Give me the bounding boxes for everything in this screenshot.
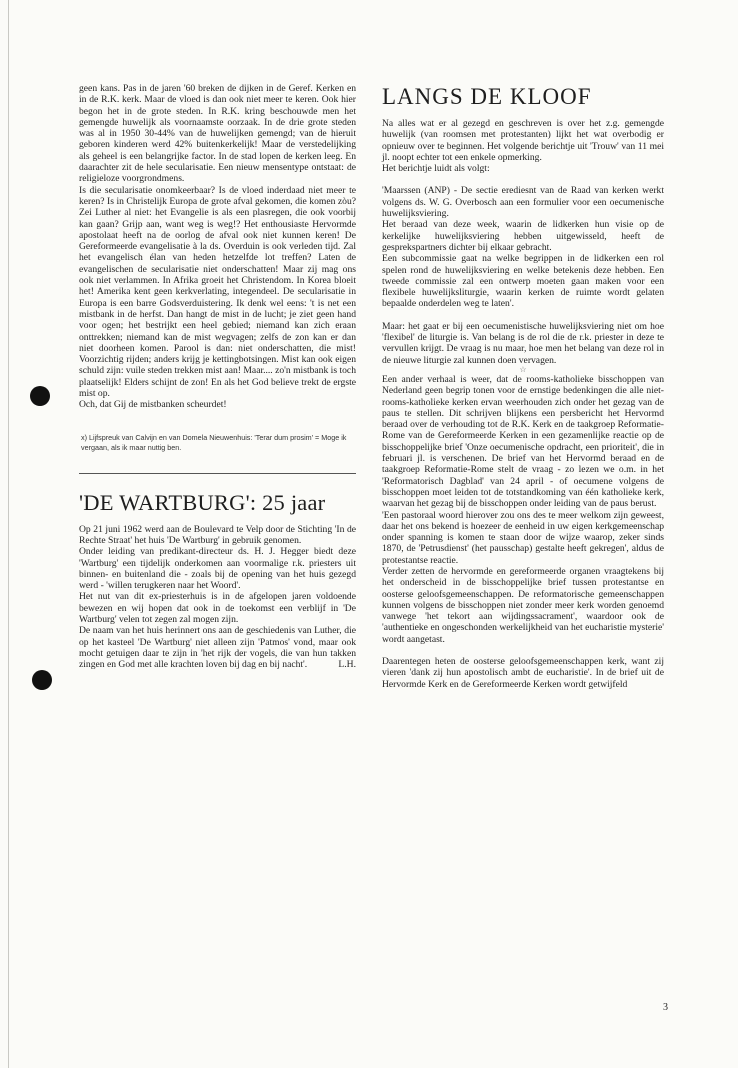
- kloof-quote-2: Het beraad van deze week, waarin de lidkerken hun visie op de kerkelijke huwelijksviering hebben uitgewisseld, heeft de gesprekspartners dichter bij elkaar gebracht.: [382, 219, 664, 253]
- section-divider: [79, 473, 356, 474]
- footnote: x) Lijfspreuk van Calvijn en van Domela Nieuwenhuis: 'Terar dum prosim' = Moge ik vergaan, als ik maar nuttig ben.: [81, 432, 347, 452]
- kloof-quote-1: 'Maarssen (ANP) - De sectie erediesnt van de Raad van kerken werkt volgens ds. W. G. Overbosch aan een formulier voor een oecumenische huwelijksviering.: [382, 185, 664, 220]
- right-column: [382, 84, 664, 690]
- wartburg-paragraph-3: Het nut van dit ex-priesterhuis is in de afgelopen jaren voldoende bewezen en wij hopen dat ook in de toekomst een verblijf in 'De Wartburg' velen tot zegen zal mogen zijn.: [79, 591, 356, 625]
- wartburg-paragraph-2: Onder leiding van predikant-directeur ds. H. J. Hegger biedt deze 'Wartburg' een tijdelijk onderkomen aan voormalige r.k. priesters uit binnen- en buitenland die - zoals bij de opening van het huis gezegd werd - 'willen terugkeren naar het Woord'.: [79, 546, 356, 592]
- page-number: 3: [663, 1002, 668, 1013]
- left-paragraph-1: geen kans. Pas in de jaren '60 breken de dijken in de Geref. Kerken en in de R.K. kerk. Maar de vloed is dan ook niet meer te keren. Ook hier begon het in de grote steden. In R.K. kring beschouwde men het gemengde huwelijk als voornaamste oorzaak. In de drie grote steden was al in 1950 30-44% van de huwelijken gemengd; van de hieruit geboren kinderen werd 42% buitenkerkelijk! Maar de verstedelijking als geheel is een belangrijke factor. In de stad lopen de kerken leeg. En daarachter zit de hele secularisatie. Een nieuw mensentype ontstaat: de religieloze voorgrondmens.: [79, 83, 356, 185]
- wartburg-title: 'DE WARTBURG': 25 jaar: [79, 489, 326, 515]
- kloof-intro-2: Het berichtje luidt als volgt:: [382, 163, 490, 175]
- wartburg-paragraph-4: De naam van het huis herinnert ons aan de geschiedenis van Luther, die op het kasteel 'De Wartburg' niet alleen zijn 'Patmos' vond, maar ook mocht getuigen daar te zijn in 'het rijk der vogels, die van hun takken zingen en God met alle krachten loven bij dag en bij nacht'.: [79, 625, 356, 671]
- left-column: [79, 83, 356, 671]
- kloof-body-3: Verder zetten de hervormde en gereformeerde organen vraagtekens bij het onderscheid in de bisschoppelijke brief tussen protestantse en oosterse geloofsgemeenschappen. De reformatorische gemeenschappen kunnen volgens de bisschoppen niet zonder meer kerk worden genoemd vanwege 'het tekort aan wijdingssacrament', waardoor ook de 'authentieke en ongeschonden werkelijkheid van het eucharistie mysterie' wordt aangetast.: [382, 565, 664, 645]
- kloof-comment: Maar: het gaat er bij een oecumenistische huwelijksviering niet om hoe 'flexibel' de liturgie is. Van belang is de rol die de r.k. priester in deze te vervullen krijgt. De vraag is nu maar, hoe men het belang van deze rol in de nieuwe liturgie zal kunnen doen vervagen.: [382, 320, 664, 366]
- left-paragraph-3: Och, dat Gij de mistbanken scheurdet!: [79, 399, 227, 411]
- kloof-body-1: Een ander verhaal is weer, dat de rooms-katholieke bisschoppen van Nederland geen begrip tonen voor de ernstige bedenkingen die alle niet-rooms-katholieke kerken ervan weerhouden zich onder het gezag van de paus te stellen. Dit schrijven blijkens een persbericht het Hervormd beraad over de verhouding tot de R.K. Kerk en de taakgroep Reformatie-Rome van de Gereformeerde Kerken in een gezamenlijke reactie op de bisschoppelijke brief 'Onze oecumenische opdracht, een prioriteit', die in februari jl. is verschenen. De brief van het Hervormd beraad en de taakgroep Reformatie-Rome stelt de vraag - zo lezen we o.m. in het 'Reformatorisch Dagblad' van 24 april - of oecumene volgens de bisschoppen moet leiden tot de totstandkoming van één katholieke kerk, waarvan het gezag bij de bisschoppen onder leiding van de paus berust.: [382, 373, 664, 510]
- left-paragraph-2: Is die secularisatie onomkeerbaar? Is de vloed inderdaad niet meer te keren? Is in Christelijk Europa de grote afval gekomen, die komen zòu? Zei Luther al niet: het Evangelie is als een plasregen, die ook voorbij kan gaan? Grijp aan, want weg is weg!? Het enthousiaste Hervormde apostolaat heeft na de oorlog de afval ook niet kunnen keren! De Gereformeerde evangelisatie à la ds. Overduin is ook verleden tijd. Zal het evangelisch élan van heden hetzelfde lot treffen? Laten de evangelischen de secularisatie niet onderschatten! Maar zij mag ons ook niet verlammen. In Afrika groeit het Christendom. In Korea bloeit het! Amerika kent geen kerkverlating, integendeel. De secularisatie in Europa is een barre Godsverduistering. Ik denk wel eens: 't is net een mistbank in de herfst. Dan hangt de mist in de lucht; je ziet geen hand voor ogen; het bestrijkt een heel gebied; niemand kan zich eraan onttrekken; niemand kan de mist wegvagen; zelfs de zon kan er dan niet doorheen komen. Parool is dan: niet onderschatten, die mist! Voorzichtig rijden; anders krijg je kettingbotsingen. Mist kan ook eigen schuld zijn: vuile steden trekken mist aan! Maar.... zo'n mistbank is toch plaatselijk! Elders schijnt de zon! En als het God believe trekt de ergste mist op.: [79, 184, 356, 400]
- kloof-last-paragraph: Daarentegen heten de oosterse geloofsgemeenschappen kerk, want zij vieren 'dank zij hun apostolisch ambt de eucharistie'. In de brief uit de Hervormde Kerk en de Gereformeerde Kerken wordt getwijfeld: [382, 656, 664, 690]
- scan-edge-line: [8, 0, 9, 1068]
- punch-hole-lower: [32, 670, 52, 690]
- kloof-intro-1: Na alles wat er al gezegd en geschreven is over het z.g. gemengde huwelijk (van roomsen met protestanten) lijkt het wat overbodig er opnieuw over te beginnen. Het volgende berichtje uit 'Trouw' van 11 mei jl. noopt echter tot een enkele opmerking.: [382, 118, 664, 163]
- kloof-body-2: 'Een pastoraal woord hierover zou ons des te meer welkom zijn geweest, daar het ons bekend is hoezeer de eenheid in uw eigen kerkgemeenschap onder spanning is komen te staan door de wijze waarop, zeker sinds 1870, de 'Petrusdienst' (het pausschap) gestalte heeft gekregen', aldus de protestantse reactie.: [382, 509, 664, 566]
- star-separator: ☆: [519, 364, 527, 374]
- punch-hole-upper: [30, 386, 50, 406]
- kloof-quote-3: Een subcommissie gaat na welke begrippen in de lidkerken een rol spelen rond de huwelijksviering en welke betekenis deze hebben. Een tweede commissie zal een ontwerp moeten gaan maken voor een flexibele huwelijksliturgie, waarin kerken de ruimte wordt gelaten bepaalde onderdelen weg te laten'.: [382, 253, 664, 310]
- wartburg-paragraph-1: Op 21 juni 1962 werd aan de Boulevard te Velp door de Stichting 'In de Rechte Straat' het huis 'De Wartburg' in gebruik genomen.: [79, 523, 356, 546]
- wartburg-signature: L.H.: [338, 659, 356, 671]
- kloof-title: LANGS DE KLOOF: [382, 84, 592, 109]
